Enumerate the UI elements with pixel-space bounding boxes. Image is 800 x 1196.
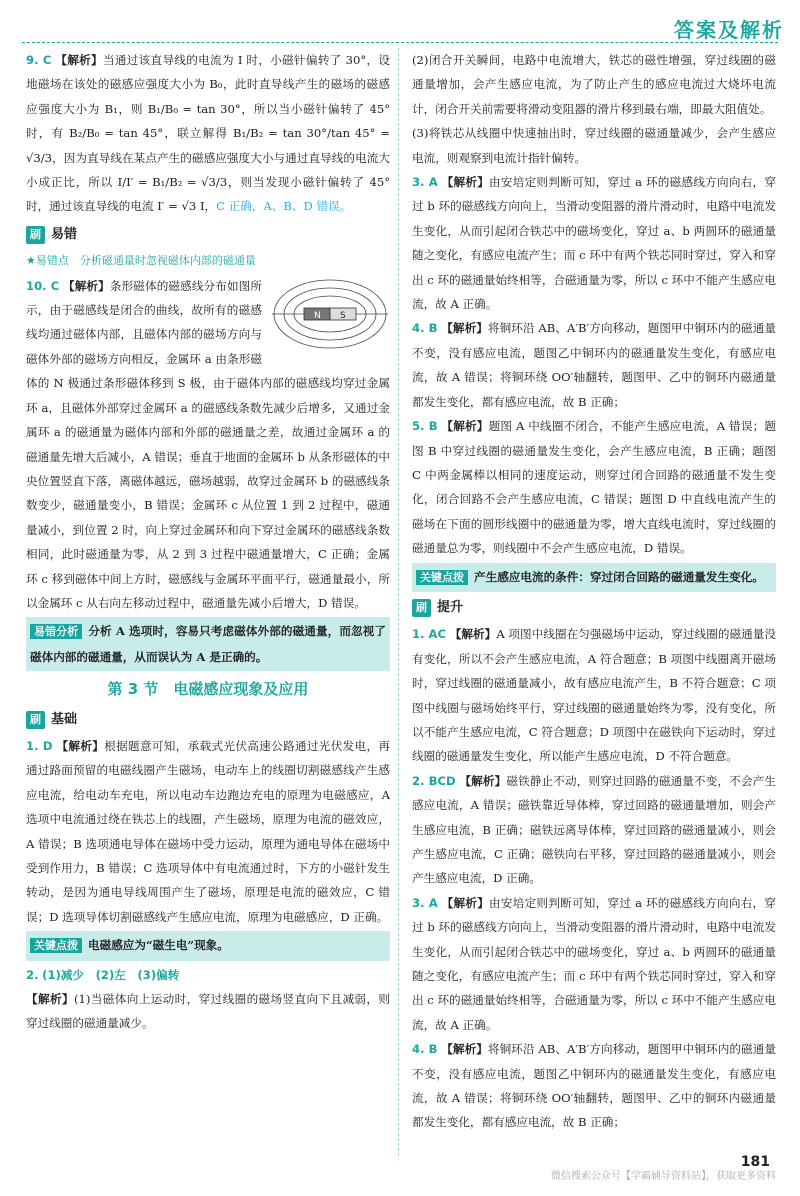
answer-advance-q2: 2. BCD 【解析】磁铁静止不动，则穿过回路的磁通量不变，不会产生感应电流，A 错误；磁铁靠近导体棒，穿过回路的磁通量增加，则会产生感应电流，B 正确；磁铁远离导体棒，穿过回路的磁通量减小，则会产生感应电流，C 正确；磁铁向右平移，穿过回路的磁通量减小，则会产生感应电流，D 正确。 (412, 773, 776, 886)
answer-advance-q3: 3. A 【解析】由安培定则判断可知，穿过 a 环的磁感线方向向右，穿过 b 环的磁感线方向向上，当滑动变阻器的滑片滑动时，电路中电流发生变化，从而引起闭合铁芯中的磁场变化，穿过 a、b 两圆环的磁通量随之变化，有感应电流产生；而 c 环中有两个铁芯同时穿过，穿入和穿出 c 环的磁通量始终相等，合磁通量为零，所以 c 环中不能产生感应电流，故 A 正确。 (412, 895, 776, 1032)
basic-q5-key-point: 关键点拨 产生感应电流的条件：穿过闭合回路的磁通量发生变化。 (412, 563, 776, 592)
svg-text:N: N (314, 310, 321, 321)
page-header-title: 答案及解析 (674, 18, 784, 42)
answer-basic-q1: 1. D 【解析】根据题意可知，承载式光伏高速公路通过光伏发电，再通过路面预留的电磁线圈产生磁场，电动车上的线圈切割磁感线产生感应电流，给电动车充电，所以电动车边跑边充电的原理为电磁感应，A 选项中电流通过绕在铁芯上的线圈，产生磁场，原理为电流的磁效应，A 错误；B 选项通电导体在磁场中受力运动，原理为通电导体在磁场中受到作用力，B 错误；C 选项导体中有电流通过时，下方的小磁针发生转动，是因为通电导线周围产生了磁场，原理是电流的磁效应，C 错误；D 选项导体切割磁感线产生感应电流，原理为电磁感应，D 正确。 (26, 738, 390, 924)
answer-basic-q3: 3. A 【解析】由安培定则判断可知，穿过 a 环的磁感线方向向右，穿过 b 环的磁感线方向向上，当滑动变阻器的滑片滑动时，电路中电流发生变化，从而引起闭合铁芯中的磁场变化，穿过 a、b 两圆环的磁通量随之变化，有感应电流产生；而 c 环中有两个铁芯同时穿过，穿入和穿出 c 环的磁通量始终相等，合磁通量为零，所以 c 环中不能产生感应电流，故 A 正确。 (412, 175, 776, 312)
right-column (412, 48, 776, 1135)
header-divider (22, 42, 778, 43)
section-advance: 刷 提升 (412, 596, 776, 620)
left-column (26, 48, 390, 1036)
answer-basic-q2-continued: (2)闭合开关瞬间，电路中电流增大，铁芯的磁性增强，穿过线圈的磁通量增加，会产生感应电流，为了防止产生的感应电流过大烧坏电流计，闭合开关前需要将滑动变阻器的滑片移到最右端，即最大阻值处。 (3)将铁芯从线圈中快速抽出时，穿过线圈的磁通量减少，会产生感应电流，则观察到电流计指针偏转。 (412, 53, 776, 165)
answer-advance-q4: 4. B 【解析】将铜环沿 AB、A′B′方向移动，题图甲中铜环内的磁通量不变，没有感应电流，题图乙中铜环内的磁通量发生变化，有感应电流，故 A 错误；将铜环绕 OO′轴翻转，题图甲、乙中的铜环内磁通量都发生变化，都有感应电流，故 B 正确； (412, 1042, 776, 1130)
footer-watermark: 微信搜索公众号【学霸辅导资料站】，获取更多资料 (551, 1171, 776, 1182)
basic-q1-key-point: 关键点拨 电磁感应为“磁生电”现象。 (26, 931, 390, 960)
svg-text:S: S (340, 310, 346, 321)
answer-basic-q4: 4. B 【解析】将铜环沿 AB、A′B′方向移动，题图甲中铜环内的磁通量不变，没有感应电流，题图乙中铜环内的磁通量发生变化，有感应电流，故 A 错误；将铜环绕 OO′轴翻转，题图甲、乙中的铜环内磁通量都发生变化，都有感应电流，故 B 正确； (412, 321, 776, 409)
answer-basic-q5: 5. B 【解析】题图 A 中线圈不闭合，不能产生感应电流，A 错误；题图 B 中穿过线圈的磁通量发生变化，会产生感应电流，B 正确；题图 C 中两金属棒以相同的速度运动，则穿过闭合回路的磁通量不发生变化，闭合回路不会产生感应电流，C 错误；题图 D 中直线电流产生的磁场在下面的圆形线圈中的磁通量为零，增大直线电流时，穿过线圈的磁通量总为零，则线圈中不会产生感应电流，D 错误。 (412, 419, 776, 556)
column-divider (398, 48, 399, 1156)
section-easy-error: 刷 易错 (26, 223, 390, 247)
easy-error-point: ★易错点 分析磁通量时忽视磁体内部的磁通量 (26, 254, 256, 268)
bar-magnet-field-figure (270, 276, 390, 352)
q10-error-analysis: 易错分析 分析 A 选项时，容易只考虑磁体外部的磁通量，而忽视了磁体内部的磁通量，从而误认为 A 是正确的。 (26, 617, 390, 671)
answer-q9: 9. C 【解析】当通过该直导线的电流为 I 时，小磁针偏转了 30°，设地磁场在该处的磁感应强度大小为 B₀，此时直导线产生的磁场的磁感应强度大小为 B₁，则 B₁/B₀ = tan 30°，所以当小磁针偏转了 45°时，有 B₂/B₀ = tan 45°，联立解得 B₁/B₂ = tan 30°/tan 45° = √3/3，因为直导线在某点产生的磁感应强度大小与通过直导线的电流大小成正比，所以 I/I′ = B₁/B₂ = √3/3，则当发现小磁针偏转了 45°时，通过该直导线的电流 I′ = √3 I，C 正确，A、B、D 错误。 (26, 53, 390, 214)
answer-advance-q1: 1. AC 【解析】A 项图中线圈在匀强磁场中运动，穿过线圈的磁通量没有变化，所以不会产生感应电流，A 符合题意；B 项图中线圈离开磁场时，穿过线圈的磁通量减小，故有感应电流产生，B 不符合题意；C 项图中线圈与磁场始终平行，穿过线圈的磁通量始终为零，没有变化，所以不能产生感应电流，C 符合题意；D 项图中在磁铁向下运动时，穿过线圈的磁通量发生变化，所以能产生感应电流，D 不符合题意。 (412, 627, 776, 764)
section-basic: 刷 基础 (26, 708, 390, 732)
answer-q10: N S 10. C 【解析】条形磁体的磁感线分布如图所示，由于磁感线是闭合的曲线，故所有的磁感线均通过磁体内部，且磁体内部的磁场方向与磁体外部的磁场方向相反，金属环 a 由条形磁体的 N 极通过条形磁体移到 S 极，由于磁体内部的磁感线均穿过金属环 a，且磁体外部穿过金属环 a 的磁感线条数先减少后增多，又通过金属环 a 的磁通量为磁体内部和外部的磁通量之差，故通过金属环 a 的磁通量先增大后减小，A 错误；垂直于地面的金属环 b 从条形磁体的中央位置竖直下落，离磁体越远，磁场越弱，故穿过金属环 b 的磁感线条数变少，磁通量变小，B 错误；金属环 c 从位置 1 到 2 过程中，磁通量减小，到位置 2 时，向上穿过金属环和向下穿过金属环的磁感线条数相同，此时磁通量为零，从 2 到 3 过程中磁通量增大，C 正确；金属环 c 移到磁体中间上方时，磁感线与金属环平面平行，磁通量最小，所以金属环 c 从右向左移动过程中，磁通量先减小后增大，D 错误。 (26, 274, 390, 616)
answer-basic-q2: 2. (1)减少 (2)左 (3)偏转 【解析】(1)当磁体向上运动时，穿过线圈的磁场竖直向下且减弱，则穿过线圈的磁通量减少。 (26, 967, 390, 1031)
chapter-title: 第 3 节 电磁感应现象及应用 (107, 680, 309, 699)
page-number: 181 (740, 1154, 770, 1170)
